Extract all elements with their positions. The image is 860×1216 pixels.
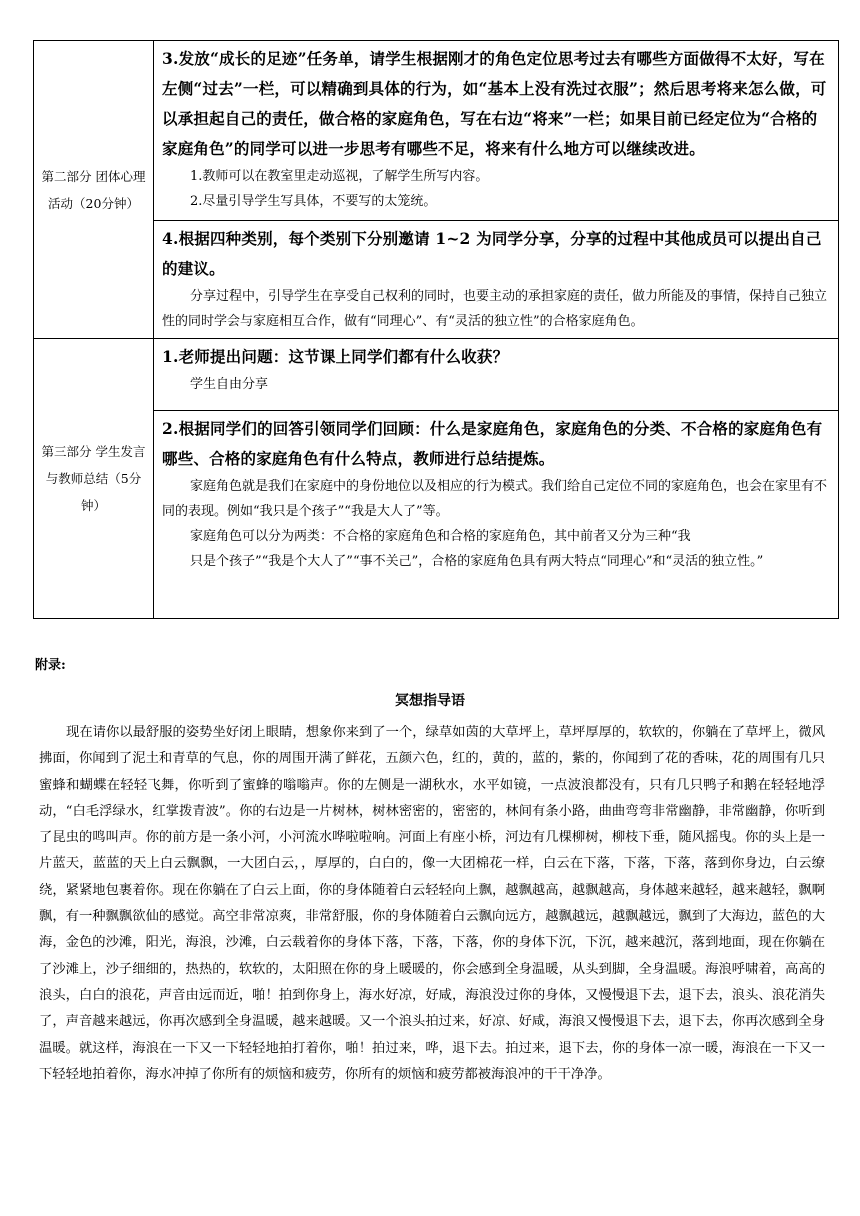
- task4-cell: [154, 221, 839, 339]
- meditation-title: 冥想指导语: [395, 693, 465, 709]
- task4-heading: 4.根据四种类别，每个类别下分别邀请 1~2 为同学分享，分享的过程中其他成员可以提出自己的建议。: [162, 229, 822, 278]
- part3-label: 第三部分 学生发言与教师总结（5分钟）: [34, 339, 154, 619]
- task3-cell: [154, 41, 839, 221]
- task-summary-cell: [154, 411, 839, 619]
- task3-note-1: 1.教师可以在教室里走动巡视，了解学生所写内容。: [190, 169, 489, 184]
- table-row: [34, 221, 839, 339]
- summary-paragraph-3: 只是个孩子”“我是个大人了”“事不关己”，合格的家庭角色具有两大特点“同理心”和“灵活的独立性。”: [190, 554, 764, 569]
- meditation-body: 现在请你以最舒服的姿势坐好闭上眼睛，想象你来到了一个，绿草如茵的大草坪上，草坪厚厚的，软软的，你躺在了草坪上，微风拂面，你闻到了泥土和青草的气息，你的周围开满了鲜花，五颜六色，红的，黄的，蓝的，紫的，你闻到了花的香味，花的周围有几只蜜蜂和蝴蝶在轻轻飞舞，你听到了蜜蜂的嗡嗡声。你的左侧是一湖秋水，水平如镜，一点波浪都没有，只有几只鸭子和鹅在轻轻地浮动，“白毛浮绿水，红掌拨青波”。你的右边是一片树林，树林密密的，密密的，林间有条小路，曲曲弯弯非常幽静，非常幽静，你听到了昆虫的鸣叫声。你的前方是一条小河，小河流水哗啦啦响。河面上有座小桥，河边有几棵柳树，柳枝下垂，随风摇曳。你的头上是一片蓝天，蓝蓝的天上白云飘飘，一大团白云，，厚厚的，白白的，像一大团棉花一样，白云在下落，下落，下落，落到你身边，白云缭绕，紧紧地包裹着你。现在你躺在了白云上面，你的身体随着白云轻轻向上飘，越飘越高，越飘越高，身体越来越轻，越来越轻，飘啊飘，有一种飘飘欲仙的感觉。高空非常凉爽，非常舒服，你的身体随着白云飘向远方，越飘越远，越飘越远，飘到了大海边，蓝色的大海，金色的沙滩，阳光，海浪，沙滩，白云载着你的身体下落，下落，下落，你的身体下沉，下沉，越来越沉，落到地面，现在你躺在了沙滩上，沙子细细的，热热的，软软的，太阳照在你的身上暖暖的，你会感到全身温暖，从头到脚，全身温暖。海浪呼啸着，高高的浪头，白白的浪花，声音由远而近，啪！拍到你身上，海水好凉，好咸，海浪没过你的身体，又慢慢退下去，退下去，浪头、浪花消失了，声音越来越远，你再次感到全身温暖，越来越暖。又一个浪头拍过来，好凉、好咸，海浪又慢慢退下去，退下去，你再次感到全身温暖。就这样，海浪在一下又一下轻轻地拍打着你，啪！拍过来，哗，退下去。拍过来，退下去，你的身体一凉一暖，海浪在一下又一下轻轻地拍着你，海水冲掉了你所有的烦恼和疲劳，你所有的烦恼和疲劳都被海浪冲的干干净净。: [39, 725, 825, 1082]
- task4-paragraph: 分享过程中，引导学生在享受自己权利的同时，也要主动的承担家庭的责任，做力所能及的事情，保持自己独立性的同时学会与家庭相互合作，做有“同理心”、有“灵活的独立性”的合格家庭角色。: [162, 289, 828, 329]
- summary-paragraph-1: 家庭角色就是我们在家庭中的身份地位以及相应的行为模式。我们给自己定位不同的家庭角色，也会在家里有不同的表现。例如“我只是个孩子”“我是大人了”等。: [162, 479, 828, 519]
- table-row: [34, 339, 839, 411]
- task3-note-2: 2.尽量引导学生写具体，不要写的太笼统。: [190, 194, 437, 209]
- appendix-label: 附录:: [35, 658, 66, 673]
- lesson-plan-table: [33, 40, 839, 619]
- table-row: [34, 411, 839, 619]
- task-q-cell: [154, 339, 839, 411]
- table-row: [34, 41, 839, 221]
- summary-paragraph-2: 家庭角色可以分为两类：不合格的家庭角色和合格的家庭角色，其中前者又分为三种“我: [190, 529, 691, 544]
- task-q-note: 学生自由分享: [190, 377, 269, 392]
- task-summary-heading: 2.根据同学们的回答引领同学们回顾：什么是家庭角色，家庭角色的分类、不合格的家庭角色有哪些、合格的家庭角色有什么特点，教师进行总结提炼。: [162, 419, 823, 468]
- task-q-heading: 1.老师提出问题：这节课上同学们都有什么收获？: [162, 347, 509, 366]
- task3-heading: 3.发放“成长的足迹”任务单，请学生根据刚才的角色定位思考过去有哪些方面做得不太好，写在左侧“过去”一栏，可以精确到具体的行为，如“基本上没有洗过衣服”；然后思考将来怎么做，可以承担起自己的责任，做合格的家庭角色，写在右边“将来”一栏；如果目前已经定位为“合格的家庭角色”的同学可以进一步思考有哪些不足，将来有什么地方可以继续改进。: [162, 49, 827, 158]
- part2-label: 第二部分 团体心理活动（20分钟）: [34, 41, 154, 339]
